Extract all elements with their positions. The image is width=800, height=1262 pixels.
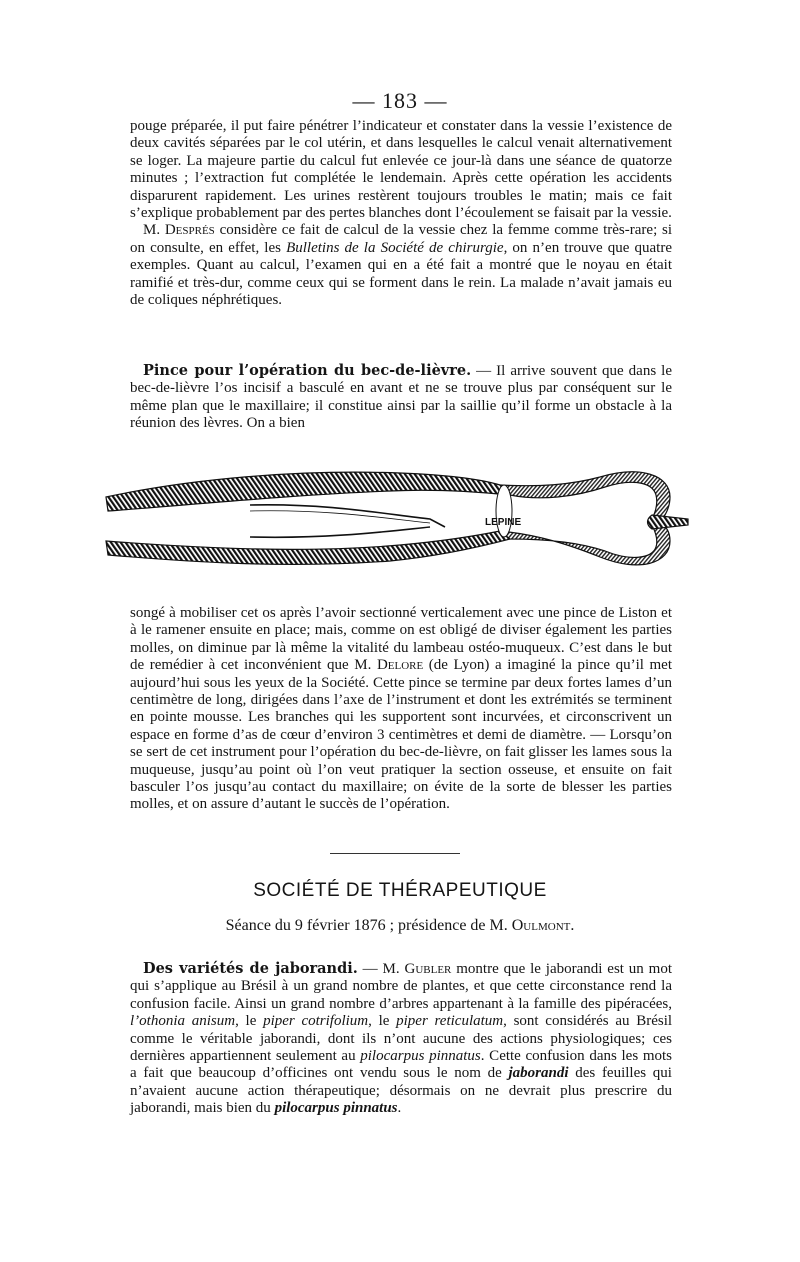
paragraph-text: — M. xyxy=(357,961,405,977)
paragraph-text: . Cette confusion dans les mots a fait que beaucoup d’officines ont vendu sous le nom de xyxy=(130,1048,672,1082)
journal-title: Bulletins de la Société de chirurgie xyxy=(286,239,504,256)
term-jaborandi: jaborandi xyxy=(508,1065,569,1082)
paragraph-text: — Il arrive souvent que dans le bec-de-lièvre l’os incisif a basculé en avant et ne se trouve plus par conséquent sur le même plan que le maxillaire; il constitue ainsi par la saillie qu’il forme un obstacle à la réunion des lèvres. On a bien xyxy=(130,363,672,432)
paragraph-text: , le xyxy=(368,1013,397,1030)
article-heading: Des variétés de jaborandi. xyxy=(143,960,358,977)
session-punctuation: . xyxy=(570,917,575,934)
text-block-calculus-case xyxy=(130,118,672,309)
paragraph-despres-remarks xyxy=(130,222,672,309)
paragraph-text: , sont considérés au Brésil comme le véritable jaborandi, dont ils n’ont aucune des actions physiologiques; ces dernières appartiennent seulement au xyxy=(130,1013,673,1065)
lower-jaw xyxy=(500,523,670,565)
paragraph-text: montre que le jaborandi est un mot qui s’applique au Brésil à un grand nombre de plantes, et que cette circonstance rend la confusion facile. Ainsi un grand nombre d’arbres appartenant à la famille des pipéracées, xyxy=(130,961,672,1012)
paragraph-text: songé à mobiliser cet os après l’avoir sectionné verticalement avec une pince de Liston et à le ramener ensuite en place; mais, comme on est obligé de diviser également les parties molles, on diminue par là même la vitalité du lambeau ostéo-muqueux. C’est dans le but de remédier à cet inconvénient que M. xyxy=(130,605,672,674)
forceps-blades xyxy=(648,515,689,529)
article-heading: Pince pour l’opération du bec-de-lièvre. xyxy=(143,362,472,379)
forceps-illustration xyxy=(100,445,690,595)
paragraph-text: , on n’en trouve que quatre exemples. Quant au calcul, l’examen qui en a été fait a montré que le noyau en était ramifié et très-dur, comme ceux qui se forment dans le rein. La malade n’avait jamais eu de coliques néphrétiques. xyxy=(130,239,672,309)
upper-jaw xyxy=(500,472,670,521)
text-block-delore-forceps xyxy=(130,605,672,814)
paragraph-jaborandi-varieties xyxy=(130,960,672,1118)
paragraph-text: des feuilles qui n’avaient aucune action thérapeutique; désormais on ne devrait plus prescrire du jaborandi, mais bien du xyxy=(130,1065,672,1117)
author-name: Delore xyxy=(376,657,424,674)
paragraph-calculus-extraction: pouge préparée, il put faire pénétrer l’indicateur et constater dans la vessie l’existence de deux cavités séparées par le col utérin, et dans lesquelles le calcul venait alternativement se loger. La majeure partie du calcul fut enlevée ce jour-là dans une séance de quatorze minutes ; l’extraction fut complétée le lendemain. Après cette opération les accidents disparurent rapidement. Les urines restèrent toujours troubles le matin; mais ce fait s’explique probablement par des pertes blanches dont l’écoulement se faisait par la vessie. xyxy=(130,118,672,222)
paragraph-text: (de Lyon) a imaginé la pince qu’il met aujourd’hui sous les yeux de la Société. Cette pince se termine par deux fortes lames d’un centimètre de long, dirigées dans l’axe de l’instrument et dont les extrémités se terminent en pointe mousse. Les branches qui les supportent sont incurvées, et circonscrivent un espace en forme d’as de cœur d’environ 3 centimètres et demi de diamètre. — Lorsqu’on se sert de cet instrument pour l’opération du bec-de-lièvre, on fait glisser les lames sous la muqueuse, jusqu’au point où l’on veut pratiquer la section osseuse, et ensuite on fait basculer l’os jusqu’au contact du maxillaire; on évite de la sorte de blesser les parties molles, et on assure d’autant le succès de l’opération. xyxy=(130,657,672,813)
maker-mark: LEPINE xyxy=(485,517,522,528)
species-name: l’othonia anisum xyxy=(130,1013,236,1030)
president-name: Oulmont xyxy=(511,917,571,934)
section-title: SOCIÉTÉ DE THÉRAPEUTIQUE xyxy=(253,880,547,901)
author-name: M. Després xyxy=(143,222,215,239)
paragraph-cleft-lip-forceps xyxy=(130,362,672,433)
paragraph-delore-forceps xyxy=(130,605,672,814)
species-name: pilocarpus pinnatus xyxy=(274,1100,398,1117)
species-name: piper cotrifolium xyxy=(263,1013,369,1030)
text-block-cleft-lip-intro xyxy=(130,362,672,433)
section-divider xyxy=(330,853,460,854)
page-number: — 183 — xyxy=(352,88,448,113)
species-name: piper reticulatum xyxy=(396,1013,504,1030)
session-line xyxy=(0,917,800,935)
species-name: pilocarpus pinnatus xyxy=(360,1048,481,1065)
paragraph-text: considère ce fait de calcul de la vessie chez la femme comme très-rare; si on consulte, en effet, les xyxy=(130,222,672,256)
paragraph-text: . xyxy=(397,1100,402,1117)
text-block-jaborandi xyxy=(130,960,672,1118)
session-date: Séance du 9 février 1876 ; présidence de M. xyxy=(225,917,512,934)
paragraph-text: , le xyxy=(235,1013,264,1030)
author-name: Gubler xyxy=(404,961,452,977)
